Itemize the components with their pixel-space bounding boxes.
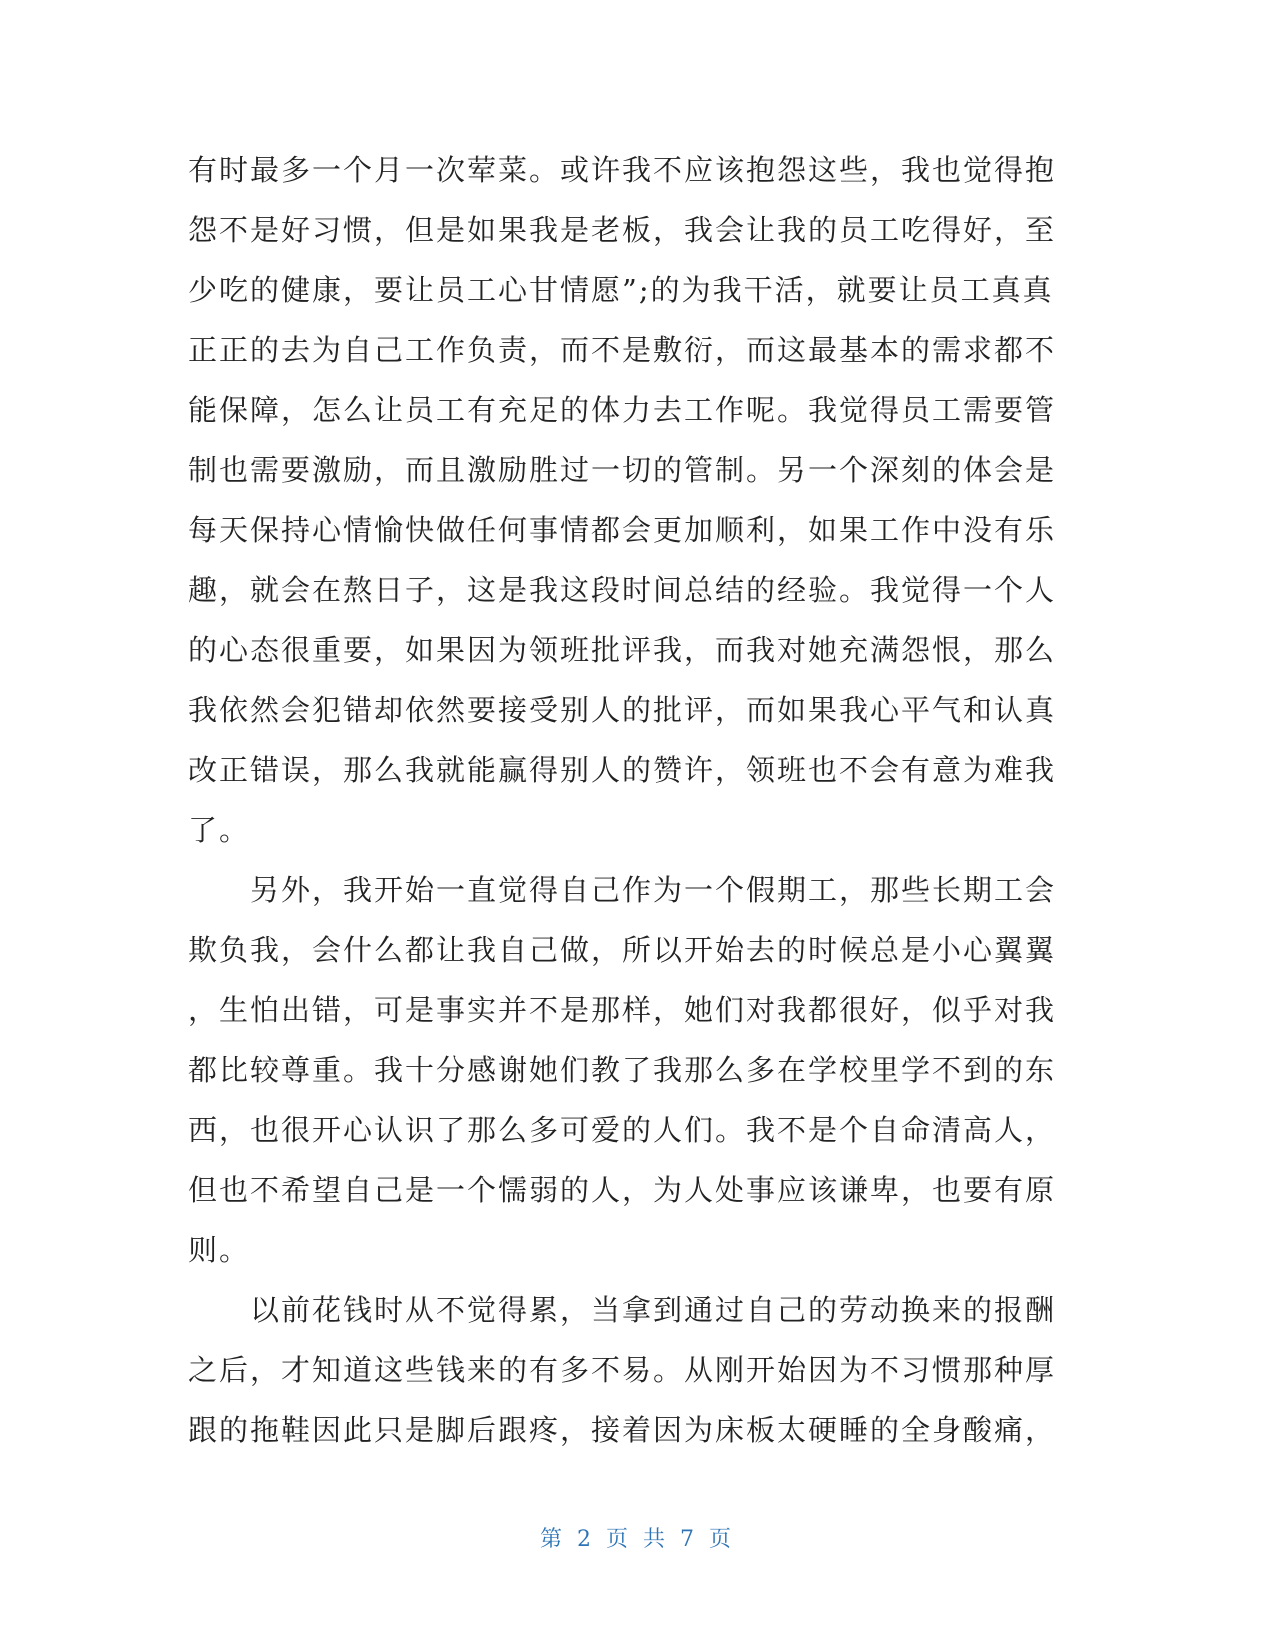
text-line: 少吃的健康，要让员工心甘情愿”;的为我干活，就要让员工真真	[188, 273, 1054, 307]
page-number-footer: 第 2 页 共 7 页	[540, 1527, 735, 1552]
text-line: 制也需要激励，而且激励胜过一切的管制。另一个深刻的体会是	[188, 453, 1057, 487]
text-line: 有时最多一个月一次荤菜。或许我不应该抱怨这些，我也觉得抱	[188, 153, 1057, 187]
text-line: 了。	[188, 813, 251, 847]
text-line: 之后，才知道这些钱来的有多不易。从刚开始因为不习惯那种厚	[188, 1353, 1057, 1387]
text-line: 欺负我，会什么都让我自己做，所以开始去的时候总是小心翼翼	[188, 933, 1057, 967]
document-body	[188, 140, 1068, 1460]
text-line: 但也不希望自己是一个懦弱的人，为人处事应该谦卑，也要有原	[188, 1173, 1057, 1207]
text-line: 的心态很重要，如果因为领班批评我，而我对她充满怨恨，那么	[188, 633, 1057, 667]
text-line: 则。	[188, 1233, 251, 1267]
text-line: 每天保持心情愉快做任何事情都会更加顺利，如果工作中没有乐	[188, 513, 1057, 547]
text-line: 正正的去为自己工作负责，而不是敷衍，而这最基本的需求都不	[188, 333, 1057, 367]
text-line: 改正错误，那么我就能赢得别人的赞许，领班也不会有意为难我	[188, 753, 1057, 787]
text-line: 西，也很开心认识了那么多可爱的人们。我不是个自命清高人，	[188, 1113, 1057, 1147]
text-line: ，生怕出错，可是事实并不是那样，她们对我都很好，似乎对我	[188, 993, 1057, 1027]
text-line: 趣，就会在熬日子，这是我这段时间总结的经验。我觉得一个人	[188, 573, 1057, 607]
text-line: 都比较尊重。我十分感谢她们教了我那么多在学校里学不到的东	[188, 1053, 1057, 1087]
text-line: 怨不是好习惯，但是如果我是老板，我会让我的员工吃得好，至	[188, 213, 1057, 247]
text-line: 能保障，怎么让员工有充足的体力去工作呢。我觉得员工需要管	[188, 393, 1057, 427]
text-line: 另外，我开始一直觉得自己作为一个假期工，那些长期工会	[188, 873, 1057, 907]
text-line: 以前花钱时从不觉得累，当拿到通过自己的劳动换来的报酬	[188, 1293, 1057, 1327]
text-line: 我依然会犯错却依然要接受别人的批评，而如果我心平气和认真	[188, 693, 1057, 727]
text-line: 跟的拖鞋因此只是脚后跟疼，接着因为床板太硬睡的全身酸痛，	[188, 1413, 1057, 1447]
